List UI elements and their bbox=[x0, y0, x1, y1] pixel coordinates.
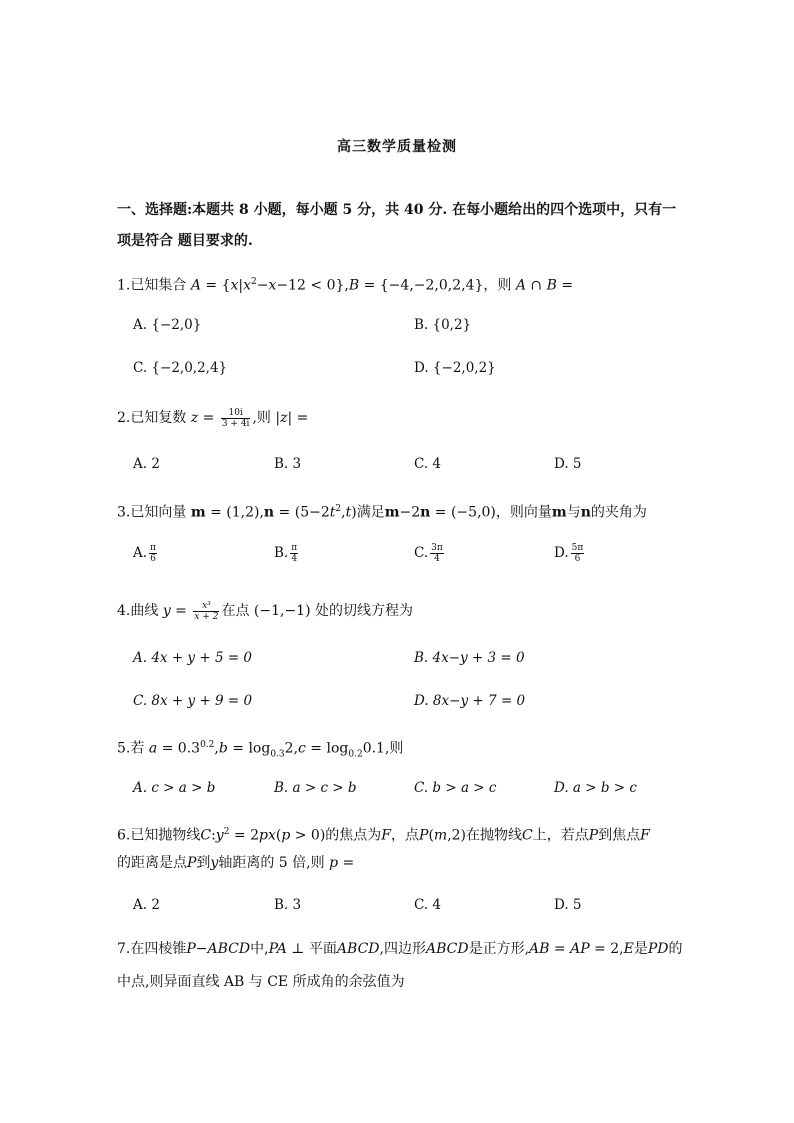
question-5: 5.若 $a = 0.3^{0.2},b = \log_{0.3}2,c = \log_{0.2}0.1$,则 bbox=[117, 740, 404, 760]
q4-option-a[interactable]: A. 4x + y + 5 = 0 bbox=[133, 650, 253, 666]
question-4: 4.曲线 y = $\frac{\text{x³}}{x + 2}$ 在点 (−1,−1) 处的切线方程为 bbox=[117, 600, 414, 622]
q1-option-d[interactable]: D. {−2,0,2} bbox=[414, 360, 496, 376]
page-title: 高三数学质量检测 bbox=[337, 139, 457, 155]
section-heading: 一、选择题:本题共 8 小题，每小题 5 分，共 40 分. 在每小题给出的四个选项中，只有一项是符合 题目要求的. bbox=[117, 202, 677, 249]
question-6: 6.已知抛物线$C:y^2 = 2px(p > 0)$的焦点为F，点P(m,2)在抛物线C上，若点P到焦点F bbox=[117, 827, 650, 844]
q3-option-c[interactable]: C. $\frac{3\pi}{4}$ bbox=[414, 543, 443, 564]
q2-fraction: $\frac{10i}{3 + 4i}$ bbox=[221, 407, 250, 429]
q5-option-b[interactable]: B. a > c > b bbox=[274, 780, 357, 796]
question-2: 2.已知复数 z = $\frac{10i}{3 + 4i}$ ,则 |z| = bbox=[117, 407, 309, 429]
q4-option-c[interactable]: C. 8x + y + 9 = 0 bbox=[133, 693, 253, 709]
q5-option-d[interactable]: D. a > b > c bbox=[554, 780, 637, 796]
question-7-line-2: 中点,则异面直线 AB 与 CE 所成角的余弦值为 bbox=[117, 974, 405, 990]
q4-option-d[interactable]: D. 8x−y + 7 = 0 bbox=[414, 693, 526, 709]
question-1: 1.已知集合 $A = \{x|x^2-x-12 < 0\},B = \{-4,-2,0,2,4\}$，则 A ∩ B = bbox=[117, 277, 574, 294]
q3-option-a[interactable]: A. $\frac{\pi}{6}$ bbox=[133, 543, 156, 564]
q2-option-c[interactable]: C. 4 bbox=[414, 456, 442, 472]
q4-option-b[interactable]: B. 4x−y + 3 = 0 bbox=[414, 650, 525, 666]
q6-option-a[interactable]: A. 2 bbox=[133, 897, 160, 913]
q1-option-b[interactable]: B. {0,2} bbox=[414, 317, 472, 333]
question-6-line-2: 的距离是点P到y轴距离的 5 倍,则 p = bbox=[117, 855, 355, 871]
q2-option-d[interactable]: D. 5 bbox=[554, 456, 582, 472]
q3-option-d[interactable]: D. $\frac{5\pi}{6}$ bbox=[554, 543, 584, 564]
q5-option-a[interactable]: A. c > a > b bbox=[133, 780, 216, 796]
question-7: 7.在四棱锥P−ABCD中,PA ⊥ 平面ABCD,四边形ABCD是正方形,AB = AP = 2,E是PD的 bbox=[117, 941, 683, 957]
q2-option-a[interactable]: A. 2 bbox=[133, 456, 160, 472]
q5-option-c[interactable]: C. b > a > c bbox=[414, 780, 497, 796]
q2-option-b[interactable]: B. 3 bbox=[274, 456, 302, 472]
q4-fraction: $\frac{\text{x³}}{x + 2}$ bbox=[194, 600, 219, 622]
q1-option-c[interactable]: C. {−2,0,2,4} bbox=[133, 360, 228, 376]
q6-option-c[interactable]: C. 4 bbox=[414, 897, 442, 913]
q1-option-a[interactable]: A. {−2,0} bbox=[133, 317, 202, 333]
q3-option-b[interactable]: B. $\frac{\pi}{4}$ bbox=[274, 543, 298, 564]
q6-option-d[interactable]: D. 5 bbox=[554, 897, 582, 913]
question-3: 3.已知向量 $m = (1,2),n = (5-2t^2,t)$满足m−2n = (−5,0)，则向量m与n的夹角为 bbox=[117, 504, 647, 521]
q6-option-b[interactable]: B. 3 bbox=[274, 897, 302, 913]
